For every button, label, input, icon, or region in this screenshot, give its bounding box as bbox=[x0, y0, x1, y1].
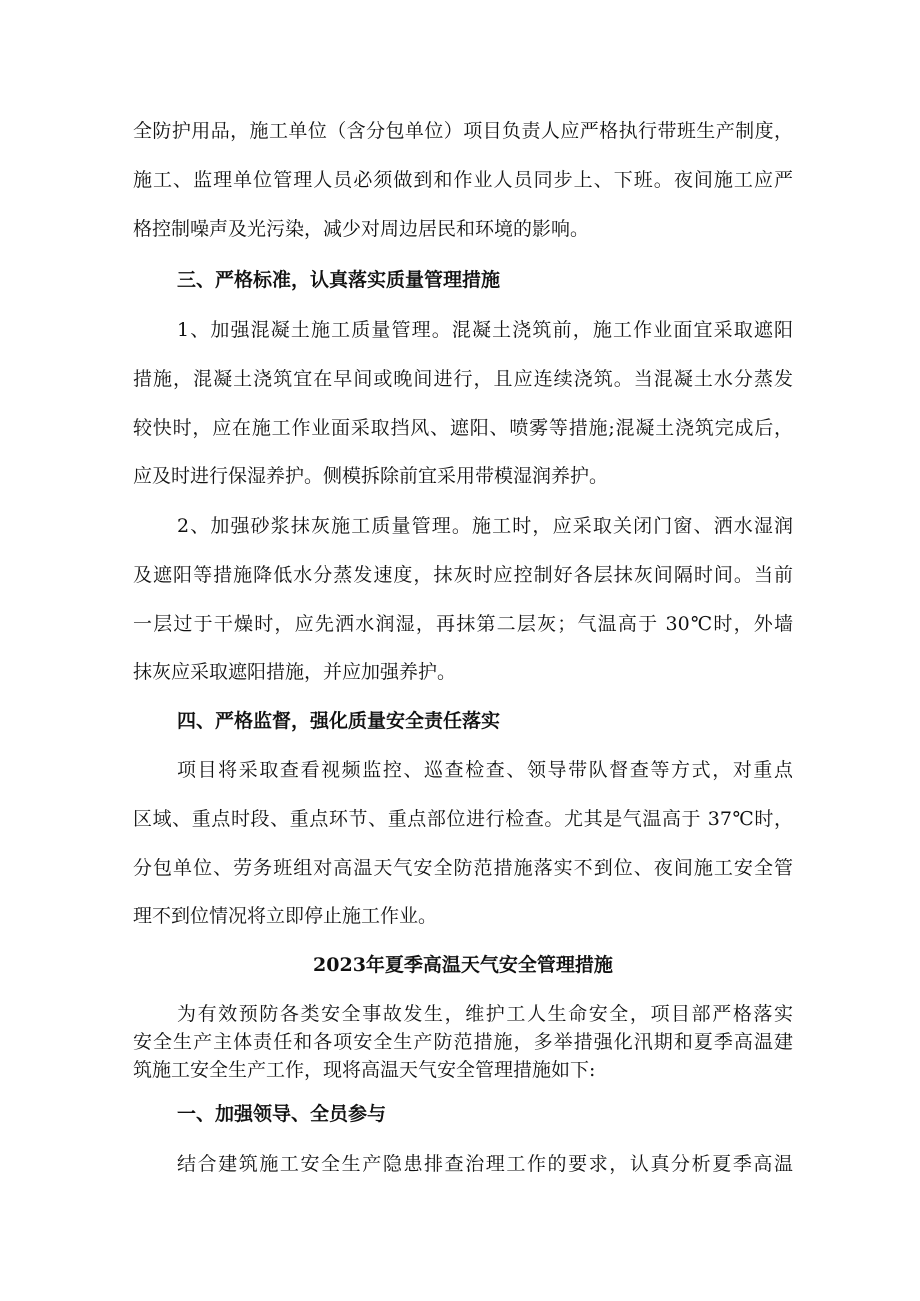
paragraph-line: 分包单位、劳务班组对高温天气安全防范措施落实不到位、夜间施工安全管 bbox=[133, 857, 793, 879]
paragraph-line: 应及时进行保湿养护。侧模拆除前宜采用带模湿润养护。 bbox=[133, 465, 609, 487]
paragraph-line: 安全生产主体责任和各项安全生产防范措施，多举措强化汛期和夏季高温建 bbox=[133, 1031, 793, 1053]
paragraph-line: 施工、监理单位管理人员必须做到和作业人员同步上、下班。夜间施工应严 bbox=[133, 169, 793, 191]
paragraph-line: 为有效预防各类安全事故发生，维护工人生命安全，项目部严格落实 bbox=[177, 1003, 793, 1025]
paragraph-line: 格控制噪声及光污染，减少对周边居民和环境的影响。 bbox=[133, 218, 590, 240]
paragraph-line: 项目将采取查看视频监控、巡查检查、领导带队督查等方式，对重点 bbox=[177, 759, 793, 781]
paragraph-line: 1、加强混凝土施工质量管理。混凝土浇筑前，施工作业面宜采取遮阳 bbox=[177, 319, 793, 341]
paragraph-line: 全防护用品，施工单位（含分包单位）项目负责人应严格执行带班生产制度， bbox=[133, 120, 793, 142]
paragraph-line: 措施，混凝土浇筑宜在早间或晚间进行，且应连续浇筑。当混凝土水分蒸发 bbox=[133, 368, 793, 390]
paragraph-line: 结合建筑施工安全生产隐患排查治理工作的要求，认真分析夏季高温 bbox=[177, 1153, 793, 1175]
paragraph-line: 及遮阳等措施降低水分蒸发速度，抹灰时应控制好各层抹灰间隔时间。当前 bbox=[133, 564, 793, 586]
document-title: 2023年夏季高温天气安全管理措施 bbox=[313, 954, 613, 976]
paragraph-line: 区域、重点时段、重点环节、重点部位进行检查。尤其是气温高于 37℃时， bbox=[133, 808, 793, 830]
paragraph-line: 筑施工安全生产工作，现将高温天气安全管理措施如下: bbox=[133, 1059, 596, 1081]
paragraph-line: 较快时，应在施工作业面采取挡风、遮阳、喷雾等措施;混凝土浇筑完成后， bbox=[133, 417, 793, 439]
section-heading-4: 四、严格监督，强化质量安全责任落实 bbox=[177, 710, 501, 732]
paragraph-line: 抹灰应采取遮阳措施，并应加强养护。 bbox=[133, 661, 457, 683]
paragraph-line: 一层过于干燥时，应先洒水润湿，再抹第二层灰；气温高于 30℃时，外墙 bbox=[133, 613, 793, 635]
section-heading-3: 三、严格标准，认真落实质量管理措施 bbox=[177, 269, 501, 291]
section-heading-1: 一、加强领导、全员参与 bbox=[177, 1103, 387, 1125]
paragraph-line: 2、加强砂浆抹灰施工质量管理。施工时，应采取关闭门窗、洒水湿润 bbox=[177, 515, 793, 537]
paragraph-line: 理不到位情况将立即停止施工作业。 bbox=[133, 905, 438, 927]
